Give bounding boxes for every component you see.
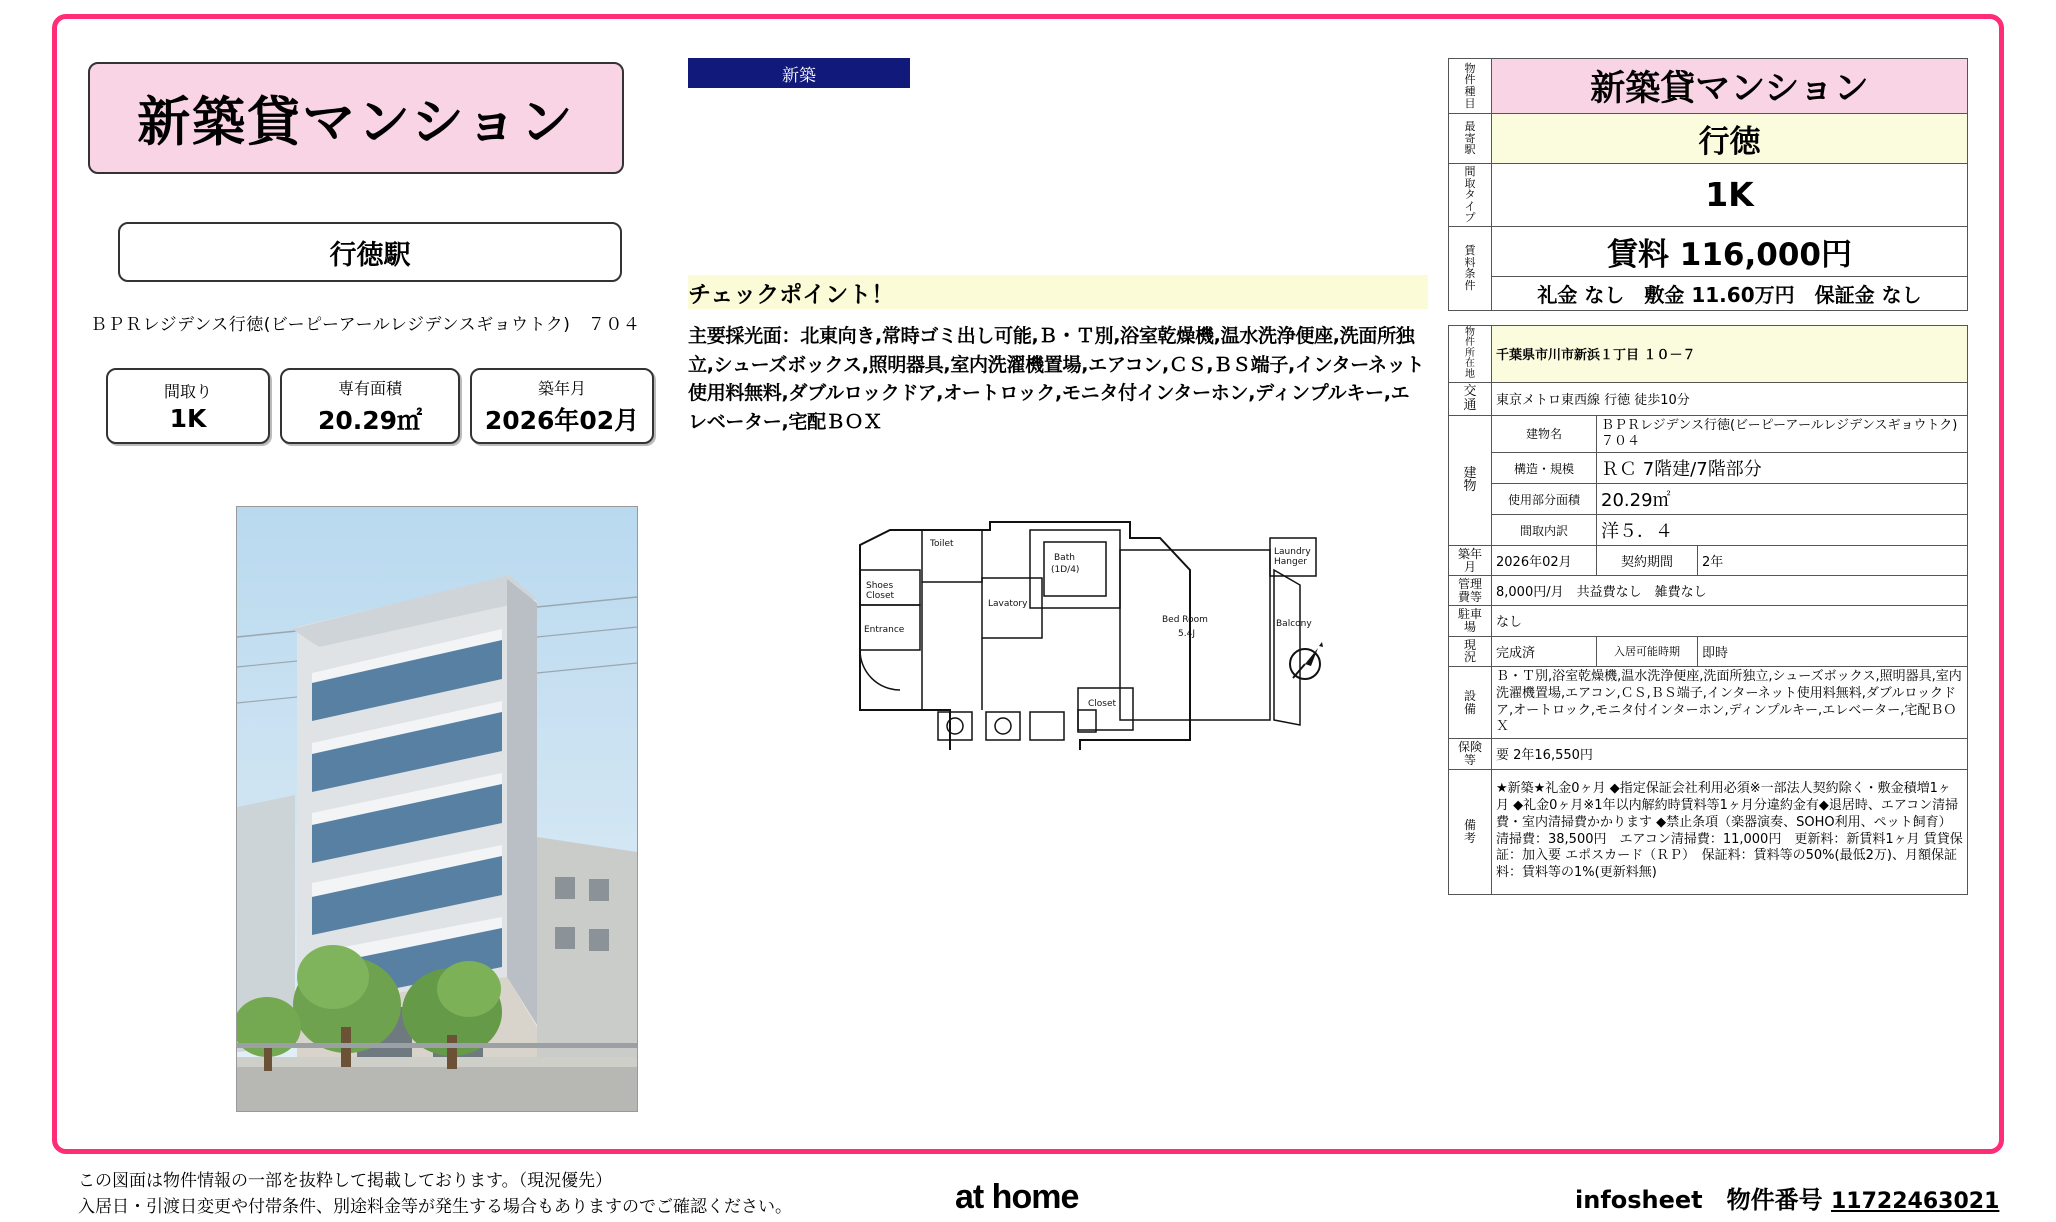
details-row-structure (1449, 453, 1968, 484)
summary-label-type: 物 件 種 目 (1449, 59, 1492, 114)
station-name: 行徳駅 (329, 239, 411, 271)
details-label-built: 築年月 (1449, 546, 1492, 576)
details-row-built (1449, 546, 1968, 576)
summary-label-station: 最 寄 駅 (1449, 114, 1492, 164)
spec-row (106, 368, 706, 448)
spec-area-value: 20.29㎡ (317, 405, 423, 435)
details-key-buildingname: 建物名 (1492, 415, 1597, 453)
checkpoint-body: 主要採光面：北東向き,常時ゴミ出し可能,Ｂ・Ｔ別,浴室乾燥機,温水洗浄便座,洗面所独立,シューズボックス,照明器具,室内洗濯機置場,エアコン,ＣＳ,ＢＳ端子,インターネット使用料無料,ダブルロックドア,オートロック,モニタ付インターホン,ディンプルキー,エレベーター,宅配ＢＯＸ (688, 325, 1425, 433)
floorplan-diagram (830, 539, 1370, 890)
svg-text:(1D/4): (1D/4) (1051, 565, 1080, 575)
details-value-buildingname: ＢＰＲレジデンス行徳(ビーピーアールレジデンスギョウトク) ７０４ (1597, 415, 1968, 453)
checkpoint-title: チェックポイント！ (688, 275, 1428, 309)
details-value-area: 20.29㎡ (1597, 484, 1968, 515)
new-construction-badge (688, 58, 910, 88)
details-row-insurance (1449, 739, 1968, 769)
spec-built-value: 2026年02月 (484, 405, 640, 435)
property-title-box (88, 62, 624, 174)
details-label-parking: 駐車場 (1449, 606, 1492, 636)
svg-text:Laundry: Laundry (1274, 547, 1311, 557)
spec-layout-label: 間取り (163, 382, 212, 401)
details-key-area: 使用部分面積 (1492, 484, 1597, 515)
details-value-mgmt: 8,000円/月 共益費なし 雑費なし (1492, 576, 1968, 606)
details-row-access (1449, 383, 1968, 415)
spec-area (280, 368, 460, 444)
svg-text:5.4J: 5.4J (1178, 629, 1195, 639)
details-value-contract: 2年 (1698, 546, 1968, 576)
details-label-movein: 入居可能時期 (1597, 636, 1698, 666)
details-label-address: 物 件 所 在 地 (1449, 325, 1492, 383)
summary-row-fees (1449, 276, 1968, 310)
details-label-mgmt: 管理費等 (1449, 576, 1492, 606)
details-label-equip: 設 備 (1449, 666, 1492, 739)
svg-text:Closet: Closet (1088, 699, 1117, 709)
building-photo (236, 506, 638, 1112)
summary-value-fees: 礼金 なし 敷金 11.60万円 保証金 なし (1492, 276, 1968, 310)
details-row-equip (1449, 666, 1968, 739)
summary-row-type (1449, 59, 1968, 114)
details-row-address (1449, 325, 1968, 383)
spec-built-label: 築年月 (537, 378, 586, 398)
summary-value-type: 新築貸マンション (1492, 59, 1968, 114)
athome-logo: at home (955, 1178, 1079, 1216)
svg-text:Lavatory: Lavatory (988, 599, 1028, 609)
details-value-remarks: ★新築★礼金0ヶ月 ◆指定保証会社利用必須※一部法人契約除く・敷金積増1ヶ月 ◆礼金0ヶ月※1年以内解約時賃料等1ヶ月分違約金有◆退居時、エアコン清掃費・室内清掃費かかります ◆禁止条項（楽器演奏、SOHO利用、ペット飼育） 清掃費：38,500円 エアコン清掃費：11,000円 更新料：新賃料1ヶ月 賃貸保証：加入要 エポスカード（ＲＰ） 保証料：賃料等の50%(最低2万)、月額保証料：賃料等の1%(更新料無) (1492, 769, 1968, 894)
svg-text:Shoes: Shoes (866, 581, 894, 591)
svg-text:Closet: Closet (866, 591, 895, 601)
summary-panel (1448, 58, 1971, 895)
details-value-access: 東京メトロ東西線 行徳 徒歩10分 (1492, 383, 1968, 415)
details-label-insurance: 保険等 (1449, 739, 1492, 769)
details-value-movein: 即時 (1698, 636, 1968, 666)
details-row-remarks (1449, 769, 1968, 894)
summary-value-layout: 1K (1492, 164, 1968, 227)
details-label-remarks: 備 考 (1449, 769, 1492, 894)
svg-text:Hanger: Hanger (1274, 557, 1307, 567)
details-value-status: 完成済 (1492, 636, 1597, 666)
details-value-built: 2026年02月 (1492, 546, 1597, 576)
infosheet-label: infosheet 物件番号 (1575, 1186, 1823, 1214)
details-key-structure: 構造・規模 (1492, 453, 1597, 484)
summary-row-layout (1449, 164, 1968, 227)
details-row-status (1449, 636, 1968, 666)
summary-label-layout: 間 取 タ イ プ (1449, 164, 1492, 227)
details-row-area (1449, 484, 1968, 515)
details-row-layoutbreak (1449, 515, 1968, 546)
footer-disclaimer (78, 1168, 978, 1221)
details-row-parking (1449, 606, 1968, 636)
summary-value-station: 行徳 (1492, 114, 1968, 164)
details-label-contract: 契約期間 (1597, 546, 1698, 576)
details-label-access: 交 通 (1449, 383, 1492, 415)
svg-text:Bath: Bath (1054, 553, 1075, 563)
details-value-layoutbreak: 洋５．４ (1597, 515, 1968, 546)
station-box (118, 222, 622, 282)
details-value-address: 千葉県市川市新浜１丁目 １０－７ (1492, 325, 1968, 383)
disclaimer-line-2: 入居日・引渡日変更や付帯条件、別途料金等が発生する場合もありますのでご確認ください。 (78, 1197, 792, 1218)
spec-layout (106, 368, 270, 444)
details-label-status: 現 況 (1449, 636, 1492, 666)
summary-table (1448, 58, 1968, 311)
summary-label-rent: 賃 料 条 件 (1449, 226, 1492, 310)
details-value-structure: ＲＣ 7階建/7階部分 (1597, 453, 1968, 484)
new-badge-label: 新築 (782, 65, 816, 86)
spec-layout-value: 1K (169, 404, 207, 433)
infosheet-block (1575, 1180, 1999, 1215)
svg-text:Balcony: Balcony (1276, 619, 1312, 629)
summary-row-station (1449, 114, 1968, 164)
details-table (1448, 325, 1971, 895)
details-row-buildingname (1449, 415, 1968, 453)
details-value-equip: Ｂ・Ｔ別,浴室乾燥機,温水洗浄便座,洗面所独立,シューズボックス,照明器具,室内洗濯機置場,エアコン,ＣＳ,ＢＳ端子,インターネット使用料無料,ダブルロックドア,オートロック,モニタ付インターホン,ディンプルキー,エレベーター,宅配ＢＯＸ (1492, 666, 1968, 739)
page-title: 新築貸マンション (137, 92, 575, 153)
svg-text:Toilet: Toilet (930, 539, 954, 549)
details-value-insurance: 要 2年16,550円 (1492, 739, 1968, 769)
building-name: ＢＰＲレジデンス行徳(ビーピーアールレジデンスギョウトク) ７０４ (90, 315, 641, 335)
details-row-mgmt (1449, 576, 1968, 606)
summary-row-rent (1449, 226, 1968, 276)
spec-area-label: 専有面積 (337, 378, 402, 398)
disclaimer-line-1: この図面は物件情報の一部を抜粋して掲載しております。（現況優先） (78, 1171, 613, 1191)
details-value-parking: なし (1492, 606, 1968, 636)
details-key-layoutbreak: 間取内訳 (1492, 515, 1597, 546)
infosheet-number: 11722463021 (1831, 1189, 2000, 1214)
summary-value-rent: 賃料 116,000円 (1492, 226, 1968, 276)
svg-text:Entrance: Entrance (864, 625, 905, 635)
details-label-building: 建 物 (1449, 415, 1492, 546)
spec-built (470, 368, 654, 444)
svg-text:Bed Room: Bed Room (1162, 615, 1208, 625)
